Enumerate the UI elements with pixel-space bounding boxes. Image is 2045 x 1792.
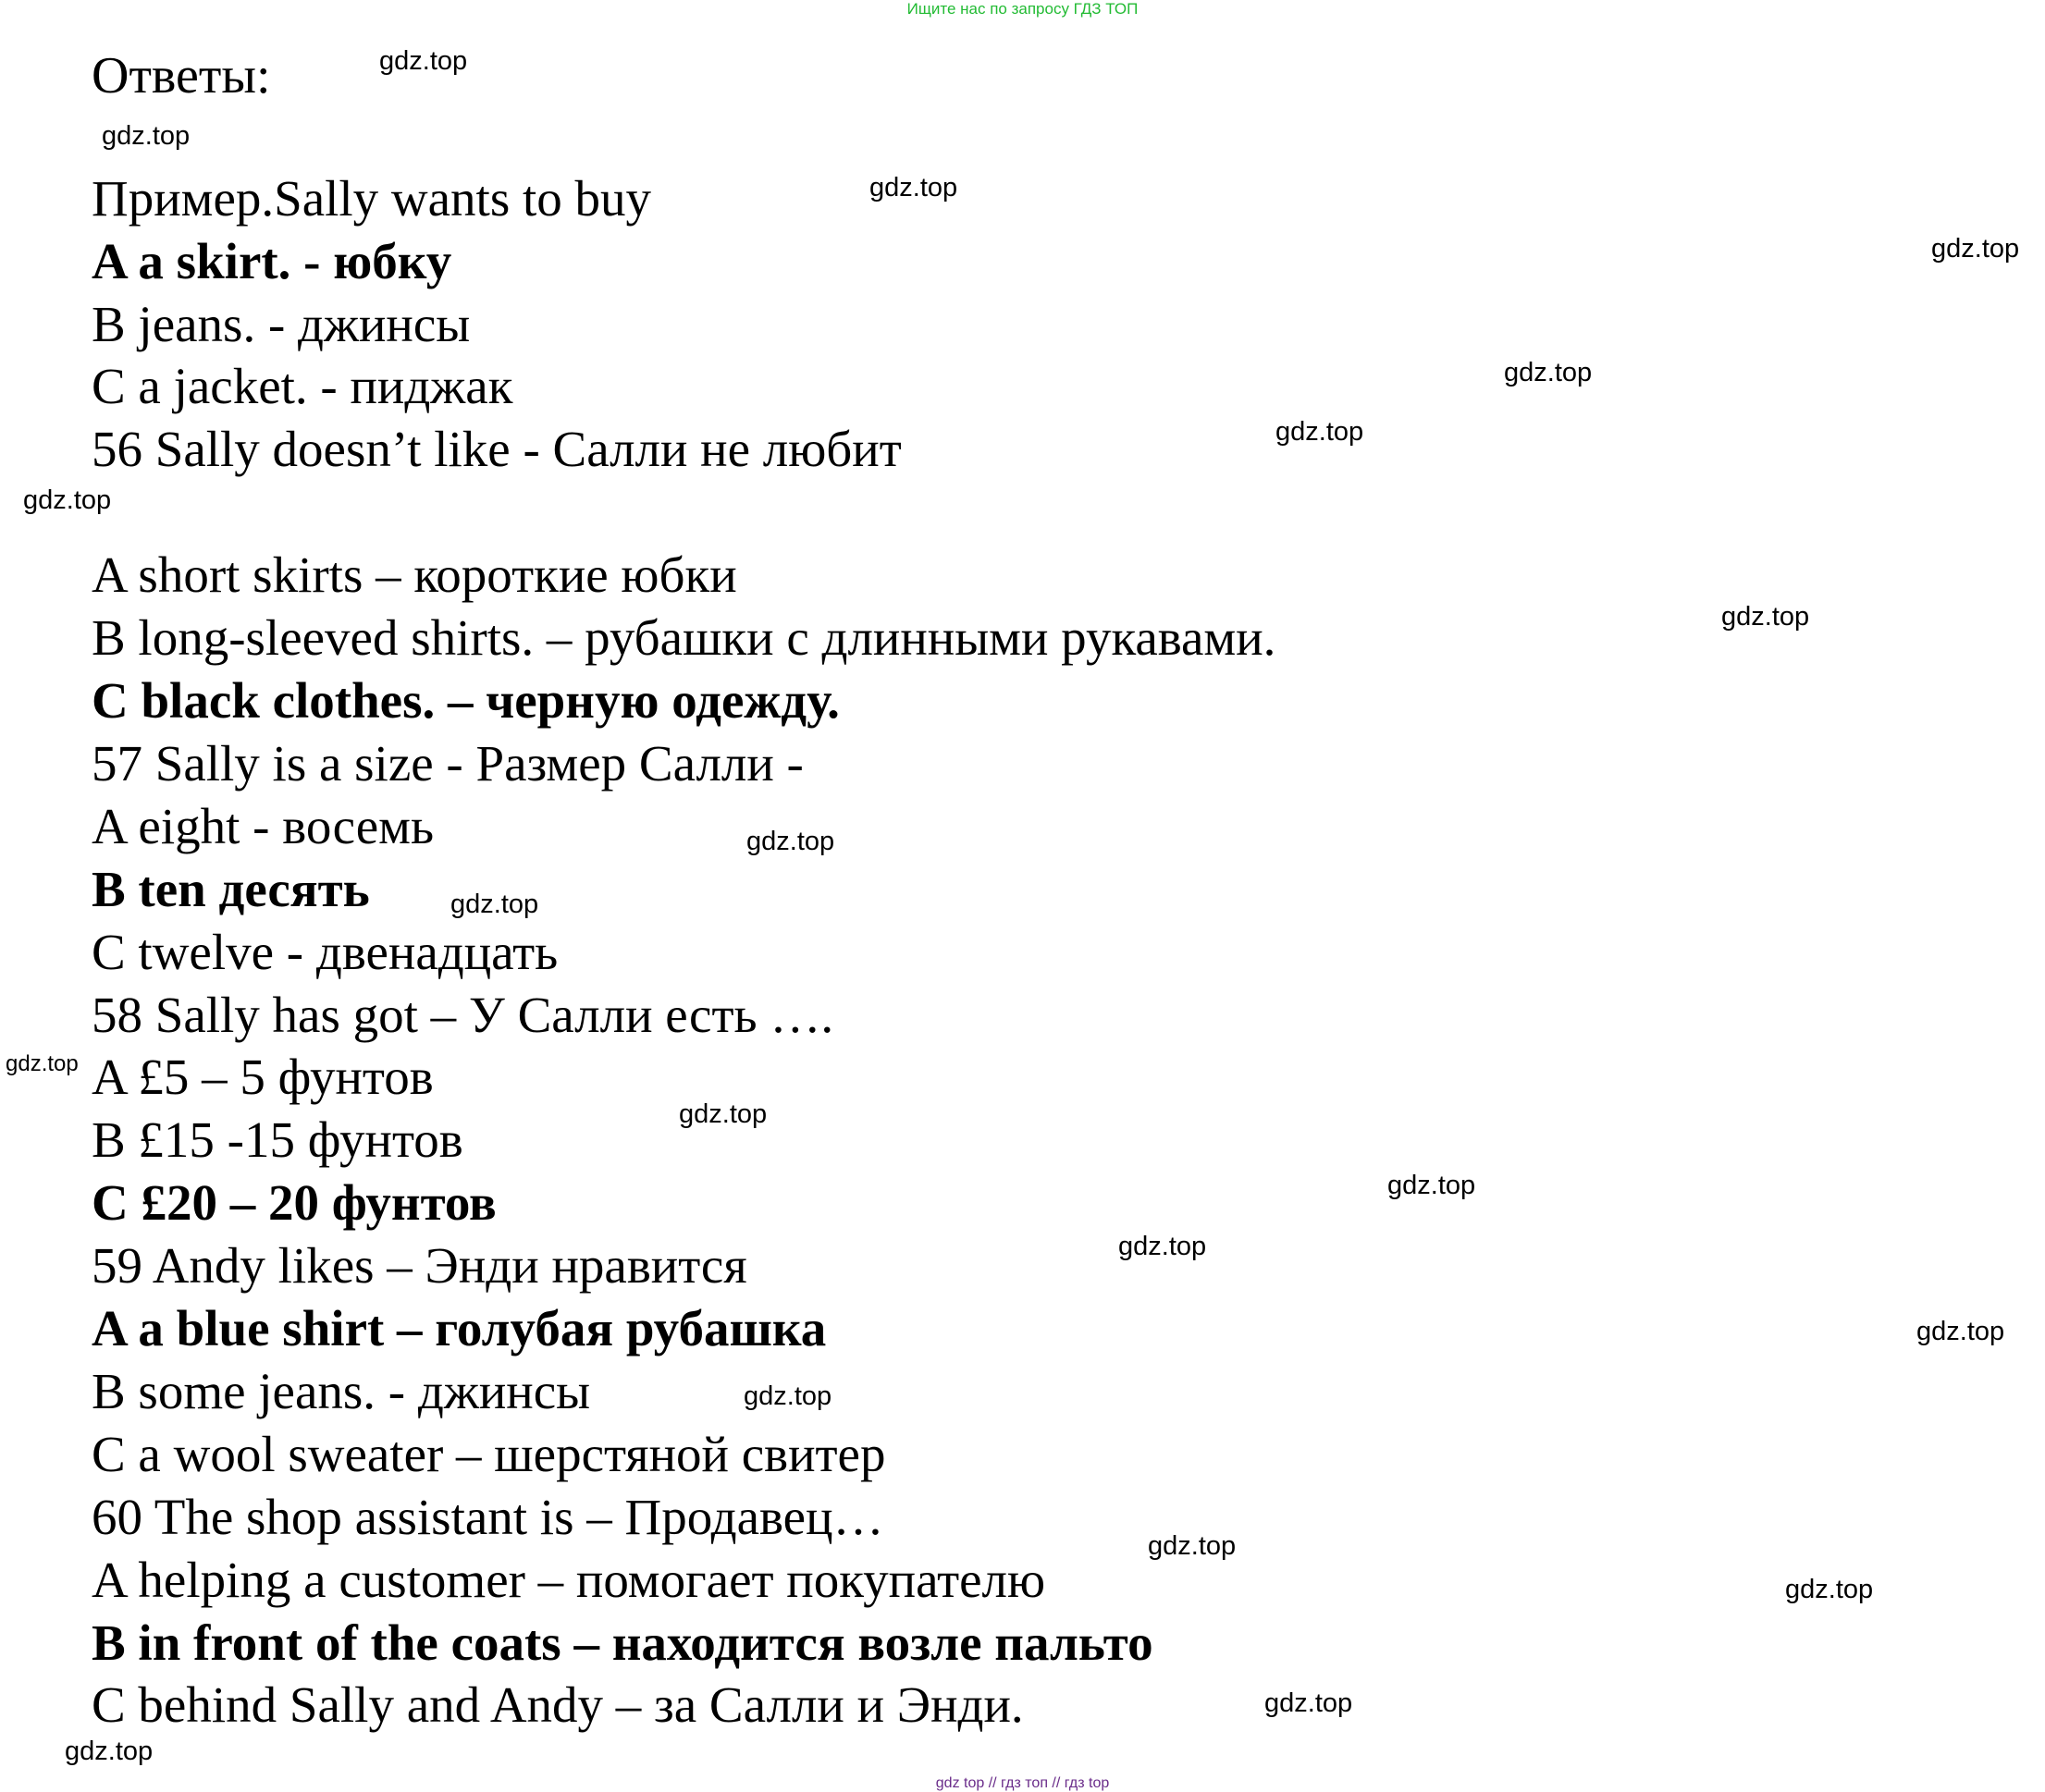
watermark: gdz.top xyxy=(379,46,468,76)
watermark: gdz.top xyxy=(23,485,112,515)
watermark: gdz.top xyxy=(1721,602,1810,632)
watermark: gdz.top xyxy=(1387,1171,1476,1200)
answer-line-58-question: 58 Sally has got – У Салли есть …. xyxy=(92,987,834,1043)
watermark: gdz.top xyxy=(744,1381,832,1411)
answer-line-57-question: 57 Sally is a size - Размер Салли - xyxy=(92,735,804,792)
watermark: gdz.top xyxy=(102,121,191,151)
watermark: gdz.top xyxy=(1275,417,1364,447)
answer-line-59-question: 59 Andy likes – Энди нравится xyxy=(92,1237,747,1294)
watermark: gdz.top xyxy=(1504,358,1593,387)
answer-line-60-b: B in front of the coats – находится возле пальто xyxy=(92,1614,1153,1671)
answer-line-56-a: A short skirts – короткие юбки xyxy=(92,546,737,603)
answer-line-56-question: 56 Sally doesn’t like - Салли не любит xyxy=(92,421,902,477)
footer-note: gdz top // гдз топ // гдз top xyxy=(935,1775,1110,1791)
watermark: gdz.top xyxy=(1264,1688,1353,1718)
watermark: gdz.top xyxy=(1785,1575,1874,1604)
answer-line-56-b: B long-sleeved shirts. – рубашки с длинными рукавами. xyxy=(92,609,1276,666)
header-note: Ищите нас по запросу ГДЗ ТОП xyxy=(906,0,1139,18)
answer-line-59-a: A a blue shirt – голубая рубашка xyxy=(92,1300,827,1356)
watermark: gdz.top xyxy=(1118,1232,1207,1261)
answer-line-60-c: C behind Sally and Andy – за Салли и Энди. xyxy=(92,1676,1024,1733)
answer-line-60-question: 60 The shop assistant is – Продавец… xyxy=(92,1489,884,1545)
watermark: gdz.top xyxy=(65,1737,154,1766)
answer-line-58-c: C £20 – 20 фунтов xyxy=(92,1174,497,1231)
watermark: gdz.top xyxy=(746,827,835,856)
answer-line-57-c: C twelve - двенадцать xyxy=(92,924,559,980)
watermark: gdz.top xyxy=(1916,1317,2005,1346)
watermark: gdz.top xyxy=(1931,234,2020,264)
watermark: gdz.top xyxy=(450,890,539,919)
answer-line-60-a: A helping a customer – помогает покупателю xyxy=(92,1552,1046,1608)
answer-line-58-a: A £5 – 5 фунтов xyxy=(92,1049,434,1105)
answer-line-example-question: Пример.Sally wants to buy xyxy=(92,170,652,227)
watermark: gdz.top xyxy=(869,173,958,203)
answer-line-example-b: B jeans. - джинсы xyxy=(92,296,471,352)
answers-title: Ответы: xyxy=(92,47,271,104)
answer-line-example-a: A a skirt. - юбку xyxy=(92,233,452,289)
watermark: gdz.top xyxy=(1148,1531,1237,1561)
answer-line-59-b: B some jeans. - джинсы xyxy=(92,1363,591,1419)
answer-line-example-c: C a jacket. - пиджак xyxy=(92,358,513,414)
answer-line-58-b: B £15 -15 фунтов xyxy=(92,1111,463,1168)
answer-line-57-b: B ten десять xyxy=(92,861,370,917)
answer-line-59-c: C a wool sweater – шерстяной свитер xyxy=(92,1426,886,1482)
watermark: gdz.top xyxy=(6,1051,79,1076)
answer-line-57-a: A eight - восемь xyxy=(92,798,435,854)
watermark: gdz.top xyxy=(679,1099,768,1129)
answer-line-56-c: C black clothes. – черную одежду. xyxy=(92,672,840,729)
